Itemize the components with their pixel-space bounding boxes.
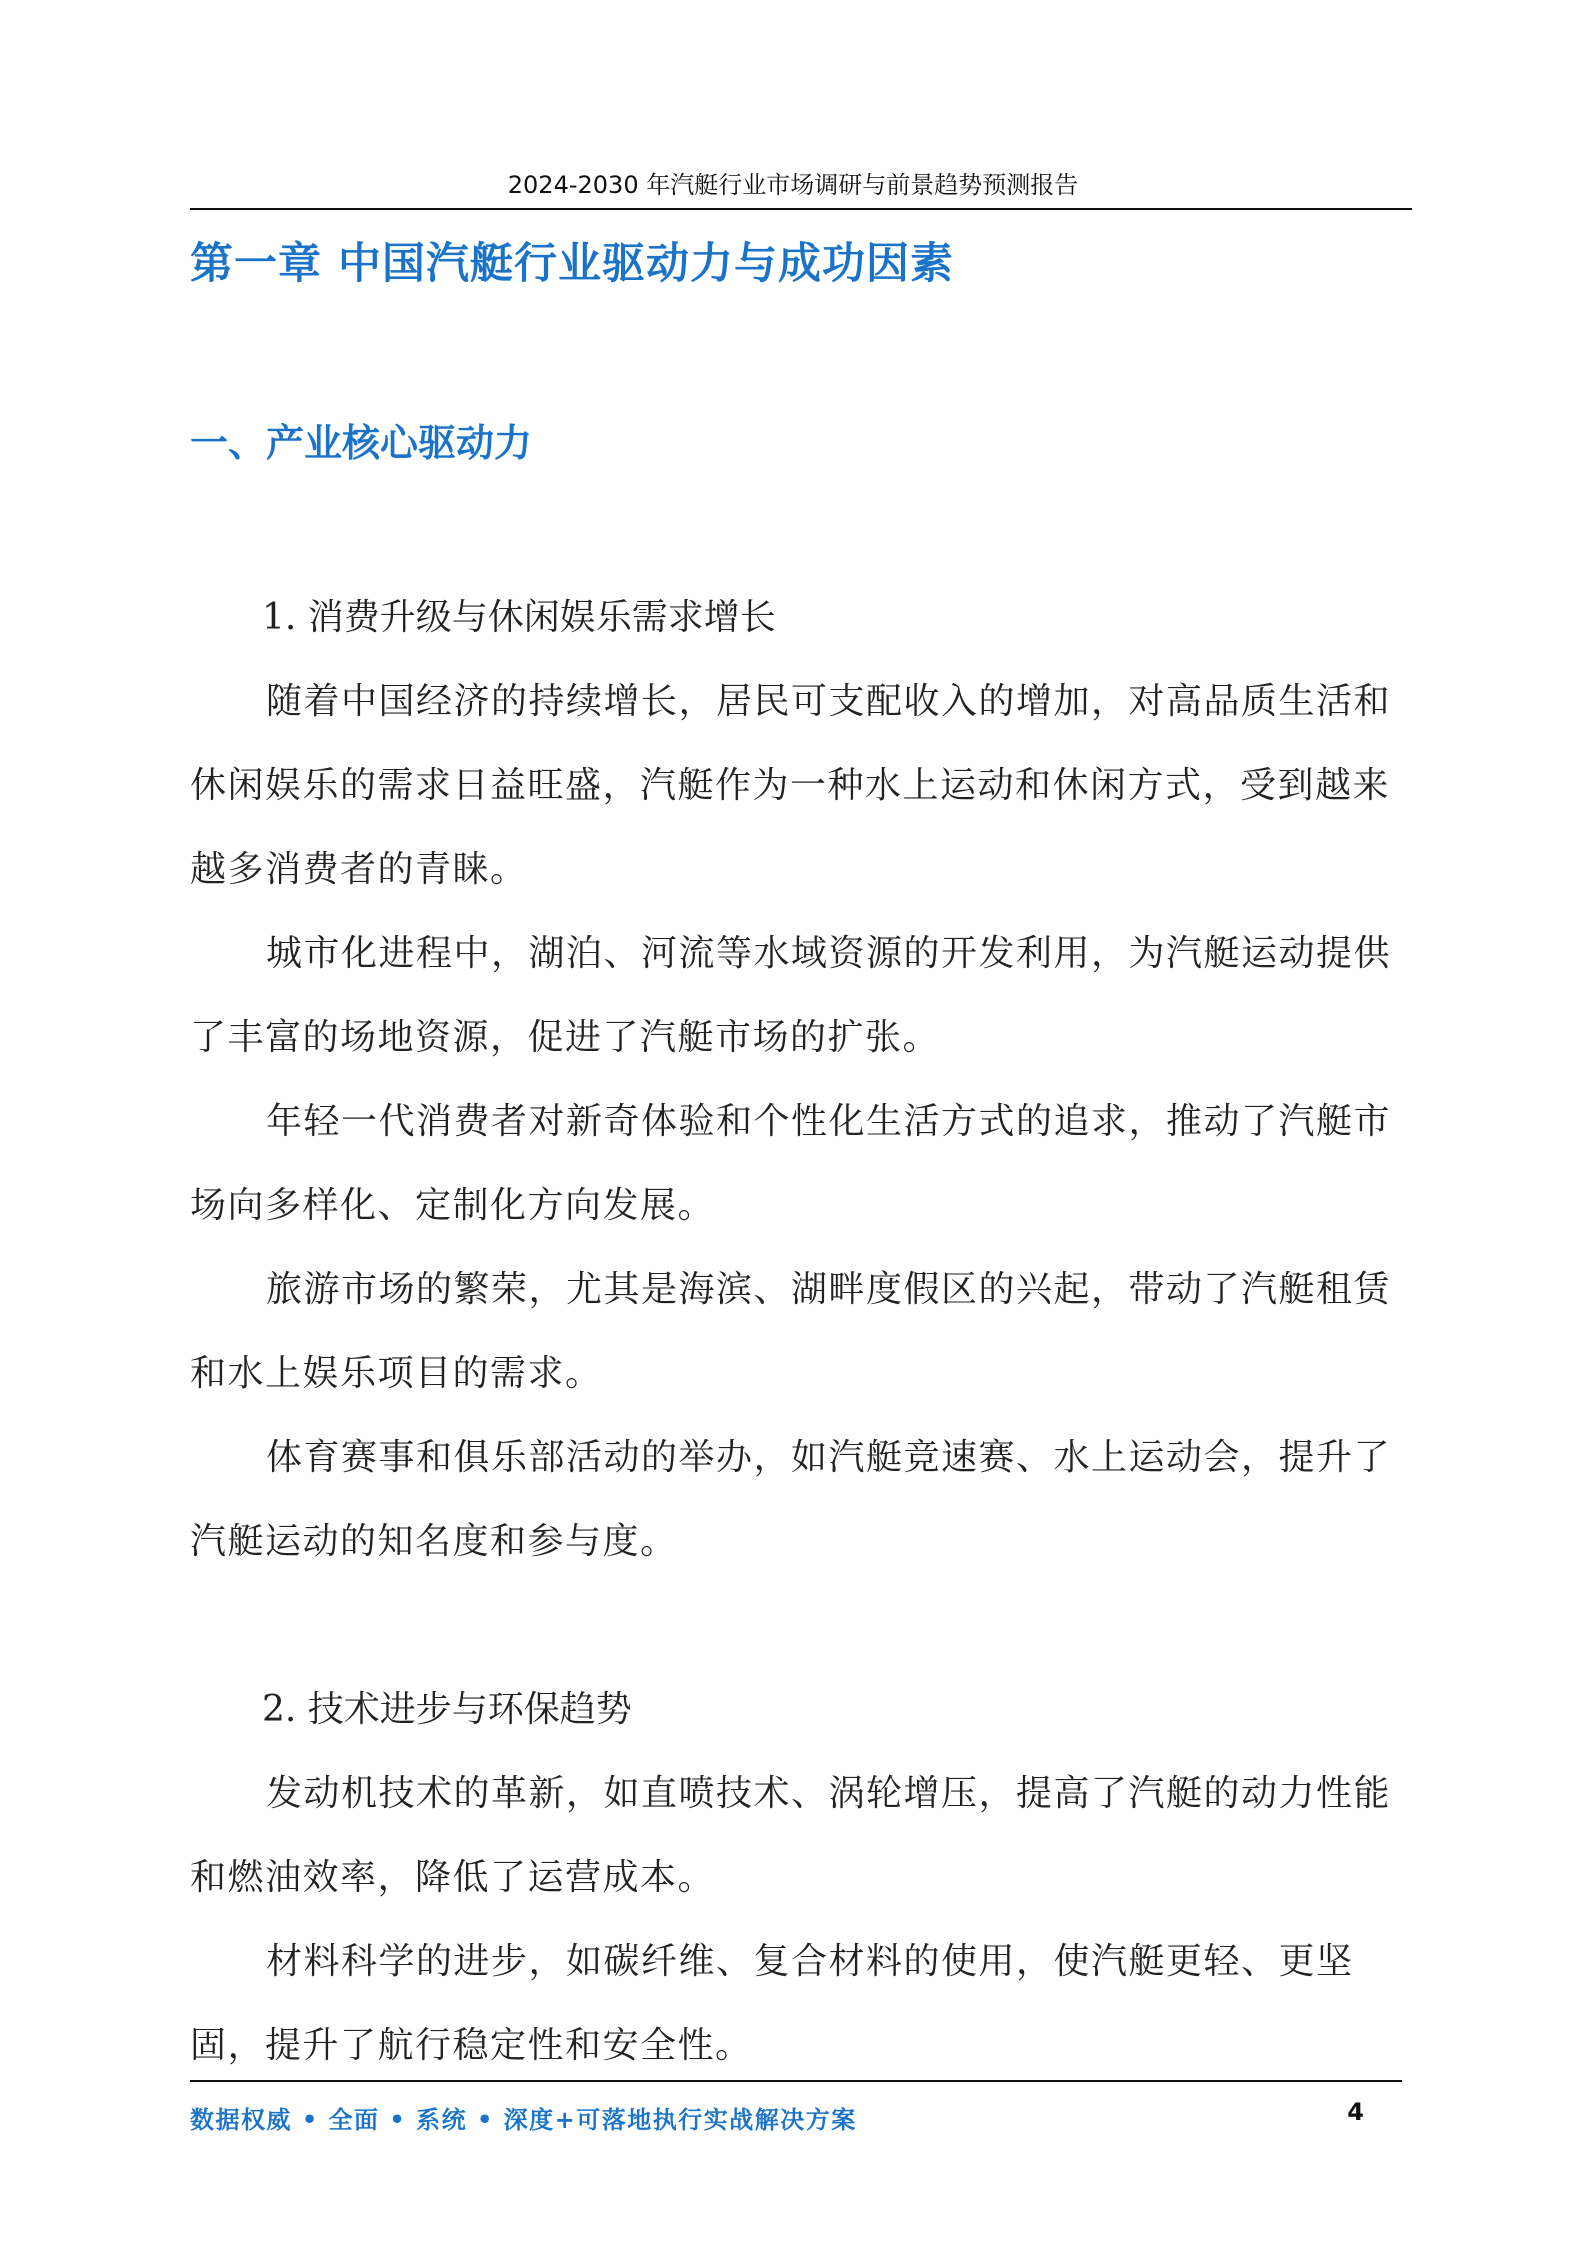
subsection-heading: 2. 技术进步与环保趋势 — [262, 1689, 632, 1730]
chapter-title: 第一章 中国汽艇行业驱动力与成功因素 — [190, 239, 954, 289]
paragraph: 城市化进程中，湖泊、河流等水域资源的开发利用，为汽艇运动提供了丰富的场地资源，促进了汽艇市场的扩张。 — [190, 933, 1392, 1058]
content-block-1 — [190, 576, 1400, 1584]
page-number: 4 — [1347, 2098, 1364, 2126]
footer-slogan: 数据权威 • 全面 • 系统 • 深度+可落地执行实战解决方案 — [190, 2105, 857, 2134]
footer-divider — [190, 2080, 1402, 2082]
header-divider — [190, 208, 1412, 210]
paragraph: 体育赛事和俱乐部活动的举办，如汽艇竞速赛、水上运动会，提升了汽艇运动的知名度和参与度。 — [190, 1437, 1392, 1562]
paragraph: 发动机技术的革新，如直喷技术、涡轮增压，提高了汽艇的动力性能和燃油效率，降低了运营成本。 — [190, 1773, 1392, 1898]
subsection-heading: 1. 消费升级与休闲娱乐需求增长 — [262, 597, 776, 638]
section-title: 一、产业核心驱动力 — [190, 421, 533, 465]
paragraph: 随着中国经济的持续增长，居民可支配收入的增加，对高品质生活和休闲娱乐的需求日益旺盛，汽艇作为一种水上运动和休闲方式，受到越来越多消费者的青睐。 — [190, 681, 1392, 890]
paragraph: 旅游市场的繁荣，尤其是海滨、湖畔度假区的兴起，带动了汽艇租赁和水上娱乐项目的需求。 — [190, 1269, 1392, 1394]
paragraph: 年轻一代消费者对新奇体验和个性化生活方式的追求，推动了汽艇市场向多样化、定制化方向发展。 — [190, 1101, 1392, 1226]
paragraph: 材料科学的进步，如碳纤维、复合材料的使用，使汽艇更轻、更坚固，提升了航行稳定性和安全性。 — [190, 1941, 1354, 2066]
content-block-2 — [190, 1668, 1400, 2088]
running-header-title: 2024-2030 年汽艇行业市场调研与前景趋势预测报告 — [507, 171, 1079, 199]
